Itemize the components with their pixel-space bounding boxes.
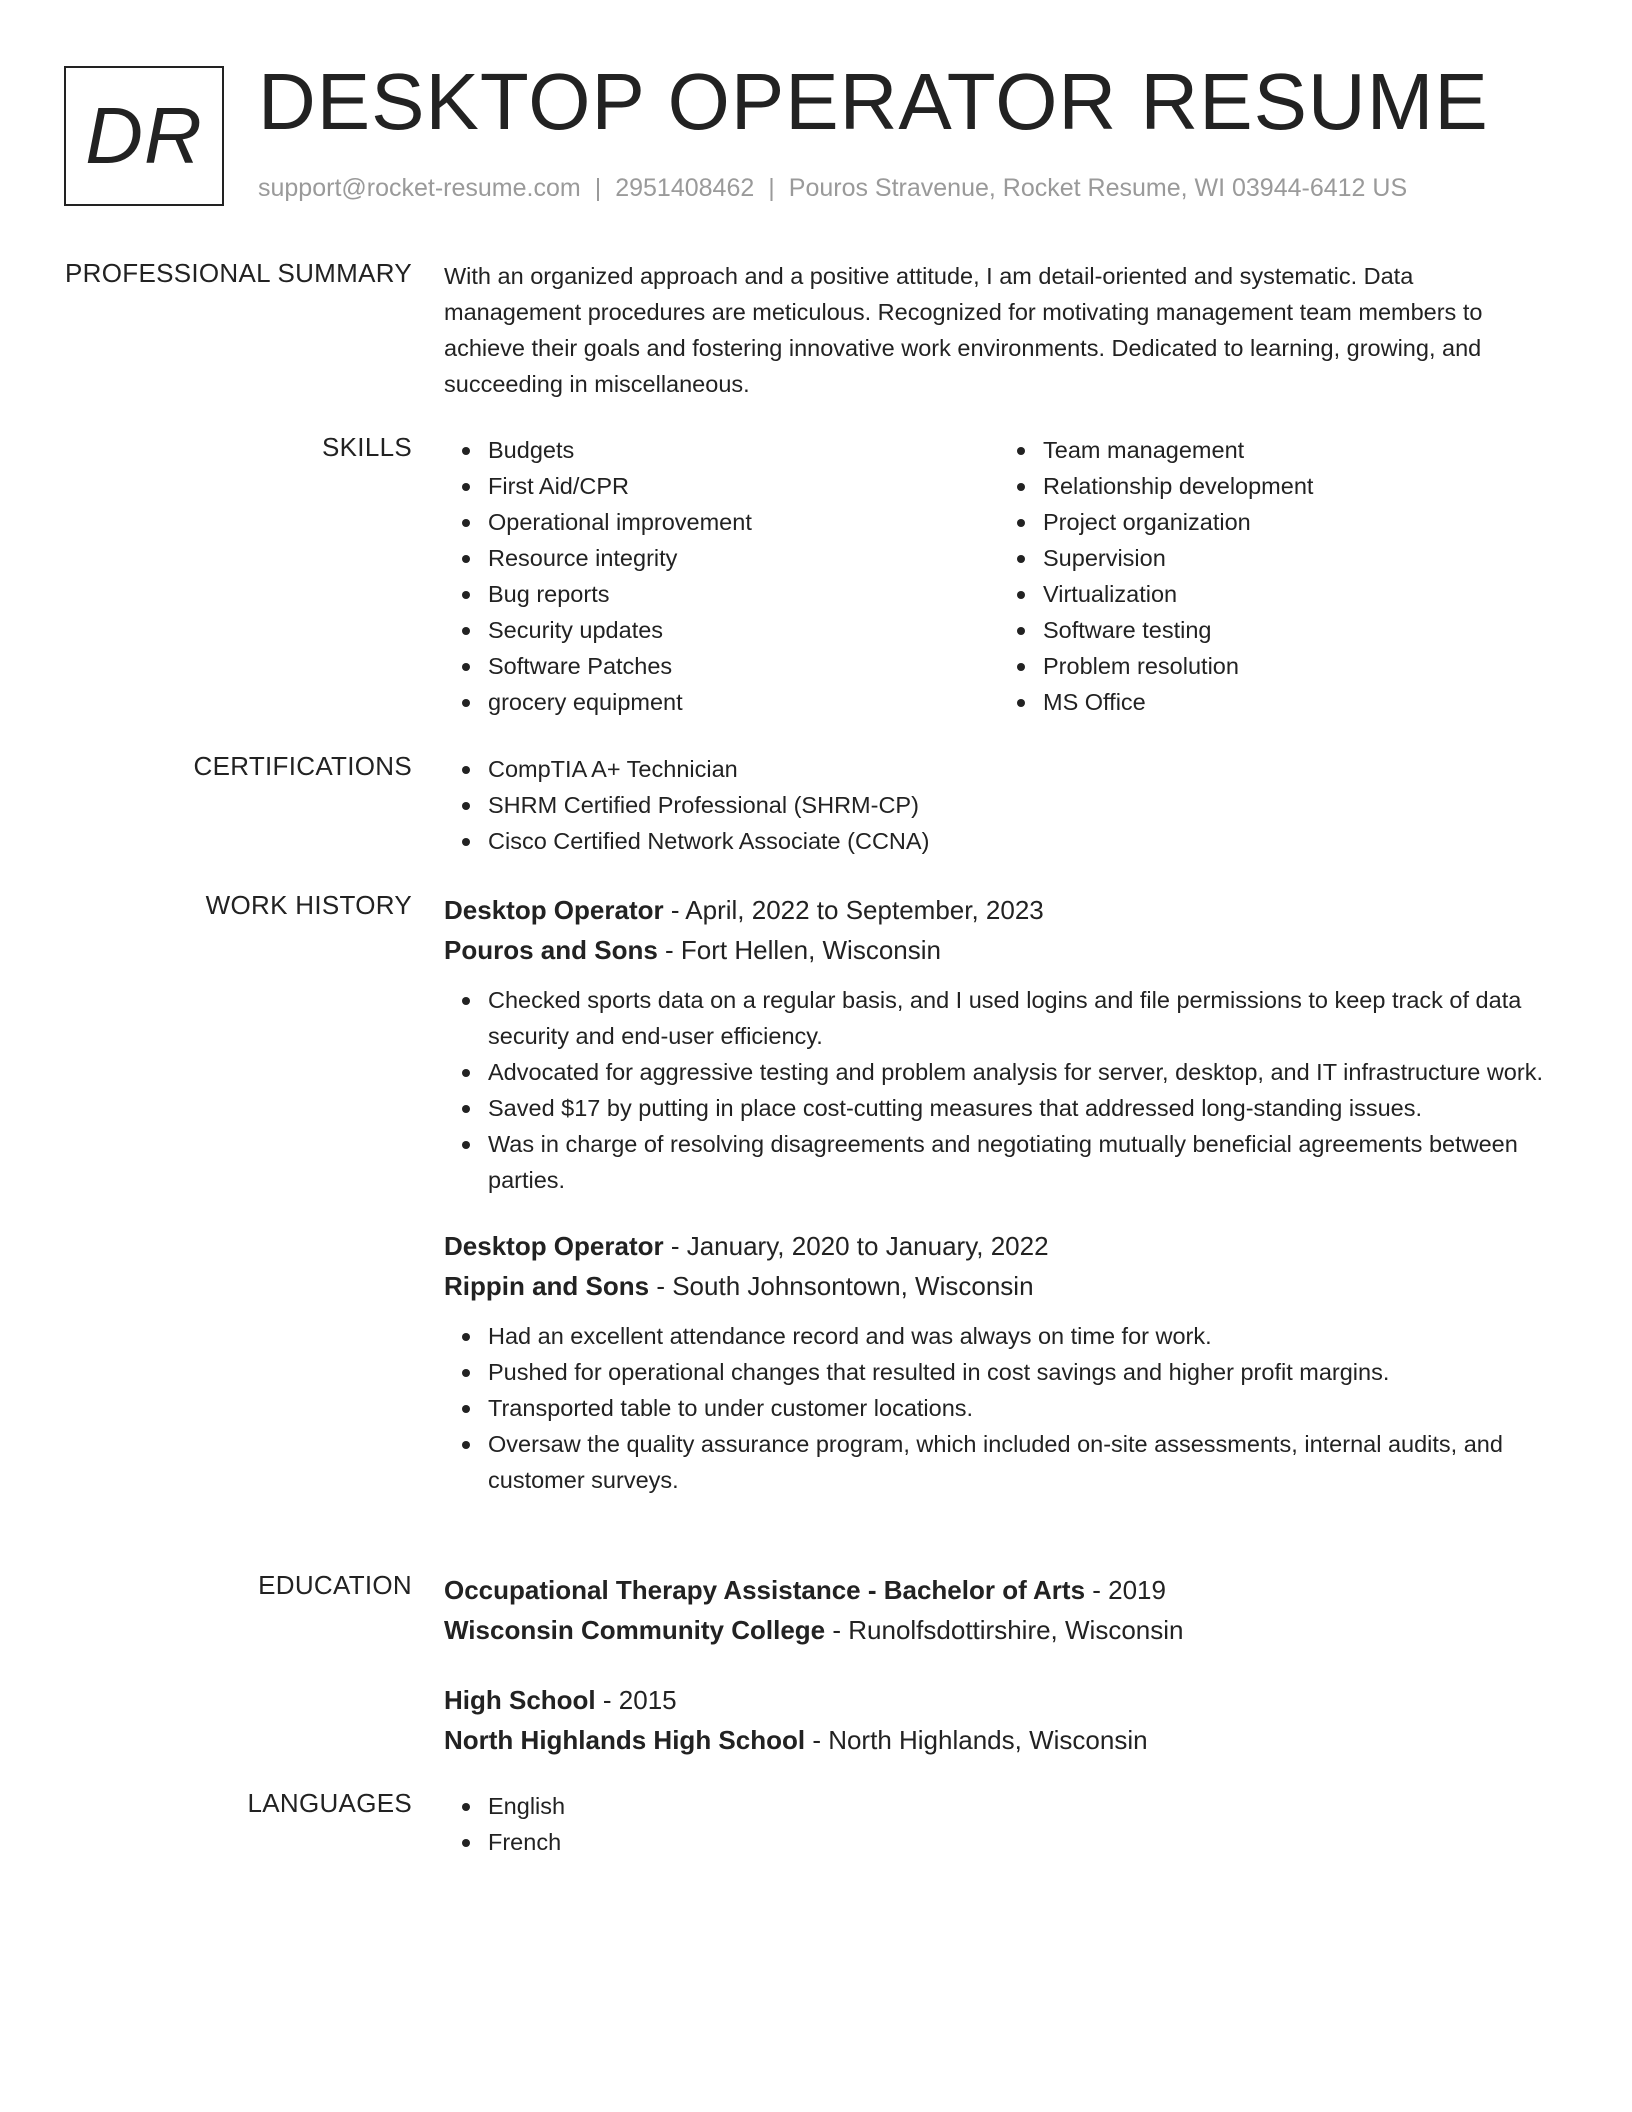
list-item: Project organization (1043, 504, 1554, 540)
contact-line (258, 174, 1407, 203)
school-location: - North Highlands, Wisconsin (805, 1725, 1148, 1755)
list-item: Relationship development (1043, 468, 1554, 504)
school-name: Wisconsin Community College (444, 1615, 826, 1645)
job-bullets (444, 1318, 1554, 1498)
job-location: - Fort Hellen, Wisconsin (657, 935, 941, 965)
school-location: - Runolfsdottirshire, Wisconsin (825, 1615, 1184, 1645)
degree-line (444, 1570, 1554, 1610)
job-company: Pouros and Sons (444, 935, 658, 965)
list-item: Software Patches (488, 648, 999, 684)
list-item: Supervision (1043, 540, 1554, 576)
contact-address: Pouros Stravenue, Rocket Resume, WI 03944-6412 US (788, 174, 1408, 202)
page-title: DESKTOP OPERATOR RESUME (258, 57, 1489, 146)
contact-phone: 2951408462 (615, 174, 755, 202)
contact-separator: | (594, 174, 602, 202)
education-entry (444, 1570, 1554, 1650)
list-item: Saved $17 by putting in place cost-cutting measures that addressed long-standing issues. (488, 1090, 1554, 1126)
skills-body (444, 432, 1554, 720)
list-item: MS Office (1043, 684, 1554, 720)
job-title: Desktop Operator (444, 895, 664, 925)
list-item: Resource integrity (488, 540, 999, 576)
degree-name: High School (444, 1685, 596, 1715)
contact-email: support@rocket-resume.com (258, 174, 581, 202)
list-item: Security updates (488, 612, 999, 648)
education-entry (444, 1680, 1554, 1760)
job-entry (444, 1226, 1554, 1498)
job-title-line (444, 1226, 1554, 1266)
list-item: Cisco Certified Network Associate (CCNA) (488, 823, 1554, 859)
list-item: Problem resolution (1043, 648, 1554, 684)
job-company-line (444, 1266, 1554, 1306)
list-item: Operational improvement (488, 504, 999, 540)
job-bullets (444, 982, 1554, 1198)
school-line (444, 1610, 1554, 1650)
list-item: Team management (1043, 432, 1554, 468)
list-item: CompTIA A+ Technician (488, 751, 1554, 787)
list-item: SHRM Certified Professional (SHRM-CP) (488, 787, 1554, 823)
list-item: Oversaw the quality assurance program, which included on-site assessments, internal audits, and customer surveys. (488, 1426, 1554, 1498)
degree-year: - 2019 (1085, 1575, 1166, 1605)
skills-list-right (999, 432, 1554, 720)
job-entry (444, 890, 1554, 1198)
list-item: Bug reports (488, 576, 999, 612)
job-title-line (444, 890, 1554, 930)
section-label: EDUCATION (258, 1570, 412, 1600)
list-item: Checked sports data on a regular basis, and I used logins and file permissions to keep track of data security and end-user efficiency. (488, 982, 1554, 1054)
list-item: First Aid/CPR (488, 468, 999, 504)
certifications-list (444, 751, 1554, 859)
list-item: Advocated for aggressive testing and problem analysis for server, desktop, and IT infrastructure work. (488, 1054, 1554, 1090)
list-item: Software testing (1043, 612, 1554, 648)
languages-body (444, 1788, 1554, 1860)
list-item: Virtualization (1043, 576, 1554, 612)
work-history-body (444, 890, 1554, 1498)
list-item: Pushed for operational changes that resulted in cost savings and higher profit margins. (488, 1354, 1554, 1390)
contact-separator: | (768, 174, 775, 202)
job-title: Desktop Operator (444, 1231, 664, 1261)
job-location: - South Johnsontown, Wisconsin (649, 1271, 1034, 1301)
job-company-line (444, 930, 1554, 970)
list-item: Was in charge of resolving disagreements and negotiating mutually beneficial agreements between parties. (488, 1126, 1554, 1198)
job-dates: - April, 2022 to September, 2023 (663, 895, 1044, 925)
section-label: PROFESSIONAL SUMMARY (65, 258, 412, 288)
section-label: WORK HISTORY (205, 890, 412, 920)
degree-name: Occupational Therapy Assistance - Bachelor of Arts (444, 1575, 1086, 1605)
list-item: Transported table to under customer locations. (488, 1390, 1554, 1426)
section-label: LANGUAGES (247, 1788, 412, 1818)
list-item: French (488, 1824, 1554, 1860)
monogram-badge: DR (64, 66, 224, 206)
list-item: English (488, 1788, 1554, 1824)
degree-line (444, 1680, 1554, 1720)
section-label: SKILLS (322, 432, 412, 462)
job-dates: - January, 2020 to January, 2022 (663, 1231, 1049, 1261)
skills-list-left (444, 432, 999, 720)
languages-list (444, 1788, 1554, 1860)
summary-body (444, 258, 1554, 402)
section-label: CERTIFICATIONS (193, 751, 412, 781)
certifications-body (444, 751, 1554, 859)
list-item: Budgets (488, 432, 999, 468)
education-body (444, 1570, 1554, 1760)
job-company: Rippin and Sons (444, 1271, 650, 1301)
school-line (444, 1720, 1554, 1760)
summary-text: With an organized approach and a positive attitude, I am detail-oriented and systematic. Data management procedures are meticulous. Recognized for motivating management team members to achieve their goals and fostering innovative work environments. Dedicated to learning, growing, and succeeding in miscellaneous. (444, 263, 1483, 397)
degree-year: - 2015 (595, 1685, 677, 1715)
list-item: Had an excellent attendance record and was always on time for work. (488, 1318, 1554, 1354)
school-name: North Highlands High School (444, 1725, 806, 1755)
list-item: grocery equipment (488, 684, 999, 720)
